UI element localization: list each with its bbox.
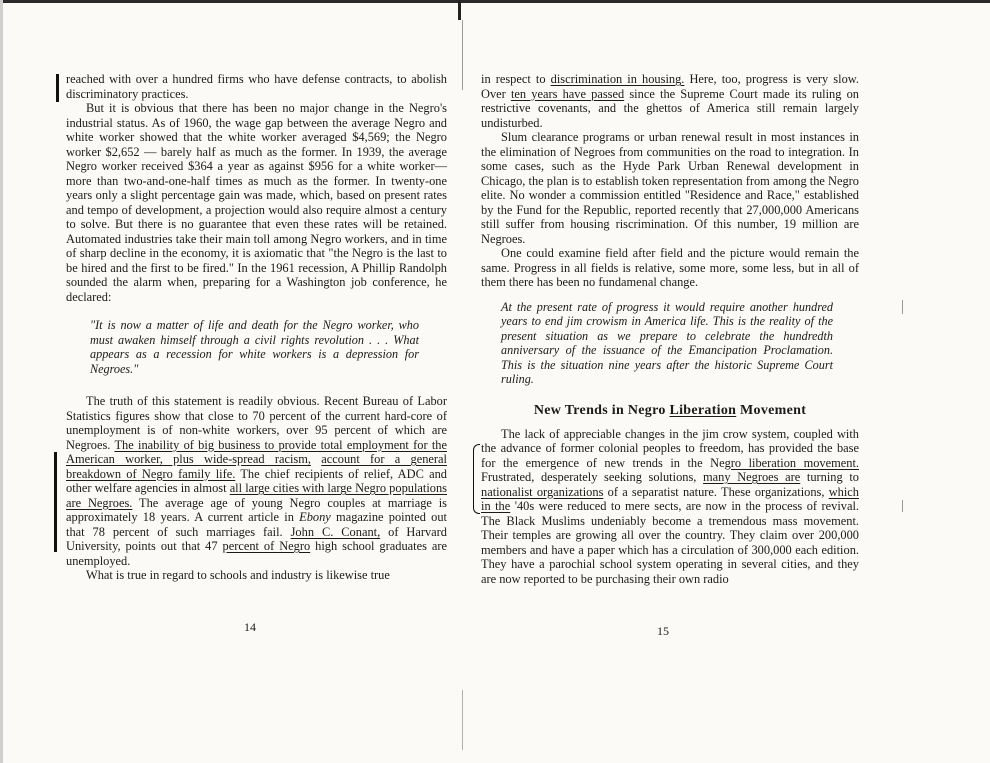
- paragraph: [481, 427, 859, 587]
- page-gutter-lower: [462, 690, 463, 750]
- underlined-text: ten years have passed: [510, 86, 625, 101]
- text-run: high school graduates are unemployed.: [66, 539, 447, 568]
- text-run: since the Supreme Court made its ruling on restrictive covenants, and the ghettos of America still remain largely undisturbed.: [481, 86, 859, 130]
- block-quote: "It is now a matter of life and death for the Negro worker, who must awaken himself through a civil rights revolution . . . What appears as a recession for white workers is a depression for Negroes.": [90, 318, 419, 376]
- underlined-text: many Negroes are: [703, 470, 801, 484]
- text-run: '40s were reduced to mere sects, are now in the process of revival. The Black Muslims undeniably become a tremendous mass movement. Their temples are growing all over the country. They claim over 200,000 members and have a paper which has a circulation of 300,000 each edition. They have a parochial school system operating in several cities, and they are now reported to be purchasing their own radio: [481, 499, 860, 586]
- block-quote: At the present rate of progress it would require another hundred years to end jim crowism in America life. This is the reality of the present situation as we prepare to celebrate the hundredth anniversary of the issuance of the Emancipation Proclamation. This is the situation nine years after the historic Supreme Court ruling.: [501, 299, 833, 386]
- underlined-text: The inability of big business to provide total employment for the American worker, plus wide-spread racism,: [66, 437, 447, 466]
- underlined-text: all large cities with large Negro populations are Negroes.: [66, 481, 448, 510]
- text-run: magazine pointed out that 78 percent of such marriages fail.: [66, 510, 448, 539]
- paragraph: What is true in regard to schools and industry is likewise true: [86, 568, 390, 582]
- magazine-title: Ebony: [299, 510, 331, 524]
- paragraph: reached with over a hundred firms who have defense contracts, to abolish discriminatory practices.: [66, 72, 447, 101]
- text-run: of a separatist nature. These organizations,: [603, 484, 829, 499]
- underlined-text: nationalist organizations: [481, 484, 604, 499]
- text-run: of Harvard University, points out that 47: [66, 524, 448, 553]
- underlined-text: Liberation: [669, 402, 737, 418]
- underlined-text: discrimination in housing.: [550, 72, 685, 86]
- page-gutter: [462, 20, 463, 90]
- text-run: Frustrated, desperately seeking solutions,: [481, 470, 704, 484]
- text-run: in respect to: [481, 72, 551, 86]
- text-run: The truth of this statement is readily obvious. Recent Bureau of Labor Statistics figures show that close to 70 percent of the current hard-core of unemployment is of non-white workers, over 95 percent of which are Negroes.: [66, 394, 447, 452]
- text-run: turning to: [800, 470, 859, 484]
- page-number: 14: [244, 620, 256, 634]
- text-run: Here, too, progress is very slow. Over: [481, 72, 859, 101]
- section-heading: [481, 403, 859, 419]
- margin-bracket: [56, 74, 59, 102]
- margin-bracket: [473, 444, 480, 514]
- page-number: 15: [657, 624, 669, 638]
- heading-text: New Trends in Negro: [533, 402, 670, 418]
- scan-border-left: [0, 0, 3, 763]
- paragraph: [481, 72, 859, 130]
- margin-tick: [902, 500, 903, 512]
- paragraph: One could examine field after field and the picture would remain the same. Progress in all fields is relative, some more, some less, but in all of them there has been no fundamenal change.: [481, 246, 859, 289]
- text-run: [311, 452, 321, 466]
- underlined-text: John C. Conant,: [290, 524, 381, 539]
- right-page: [481, 72, 859, 586]
- paragraph: Slum clearance programs or urban renewal result in most instances in the elimination of Negroes from communities on the road to integration. In some cases, such as the Hyde Park Urban Renewal development in Chicago, the plan is to establish token representation from among the Negro elite. No wonder a commission entitled "Residence and Race," established by the Fund for the Republic, reported recently that 27,000,000 Americans still suffer from housing riscrimination. Of this number, 19 million are Negroes.: [481, 130, 859, 246]
- paragraph: But it is obvious that there has been no major change in the Negro's industrial status. As of 1960, the wage gap between the average Negro and white worker showed that the white worker averaged $4,569; the Negro worker $2,652 — barely half as much as the former. In 1939, the average Negro worker received $364 a year as against $956 for a white worker—more than two-and-one-half times as much as the former. In twenty-one years only a slight percentage gain was made, which, based on present rates and tempo of development, a projection would also require almost a century to solve. But there is no guarantee that even these rates will be retained. Automated industries take their main toll among Negro workers, and in time of sharp decline in the economy, it is axiomatic that "the Negro is the last to be hired and the first to be fired." In the 1961 recession, A Phillip Randolph sounded the alarm when, preparing for a Washington job conference, he declared:: [66, 101, 447, 304]
- margin-tick: [902, 300, 903, 314]
- text-run: The average age of young Negro couples at marriage is approximately 18 years. A current article in: [66, 495, 448, 524]
- scan-border-top: [0, 0, 990, 3]
- text-run: The chief recipients of relief, ADC and other welfare agencies in almost: [66, 466, 447, 495]
- left-page: [66, 72, 447, 583]
- underlined-text: percent of Negro: [222, 539, 311, 553]
- underlined-text: gro liberation movement.: [724, 455, 859, 470]
- text-run: The lack of appreciable changes in the jim crow system, coupled with the advance of former colonial peoples to freedom, has provided the base for the emergence of new trends in the Ne: [481, 426, 859, 470]
- margin-bracket: [54, 452, 57, 552]
- underlined-text: account for a general breakdown of Negro family life.: [66, 452, 447, 481]
- paragraph: [66, 394, 447, 568]
- heading-text: Movement: [736, 402, 807, 418]
- underlined-text: which in the: [481, 484, 859, 513]
- binding-mark: [458, 0, 461, 20]
